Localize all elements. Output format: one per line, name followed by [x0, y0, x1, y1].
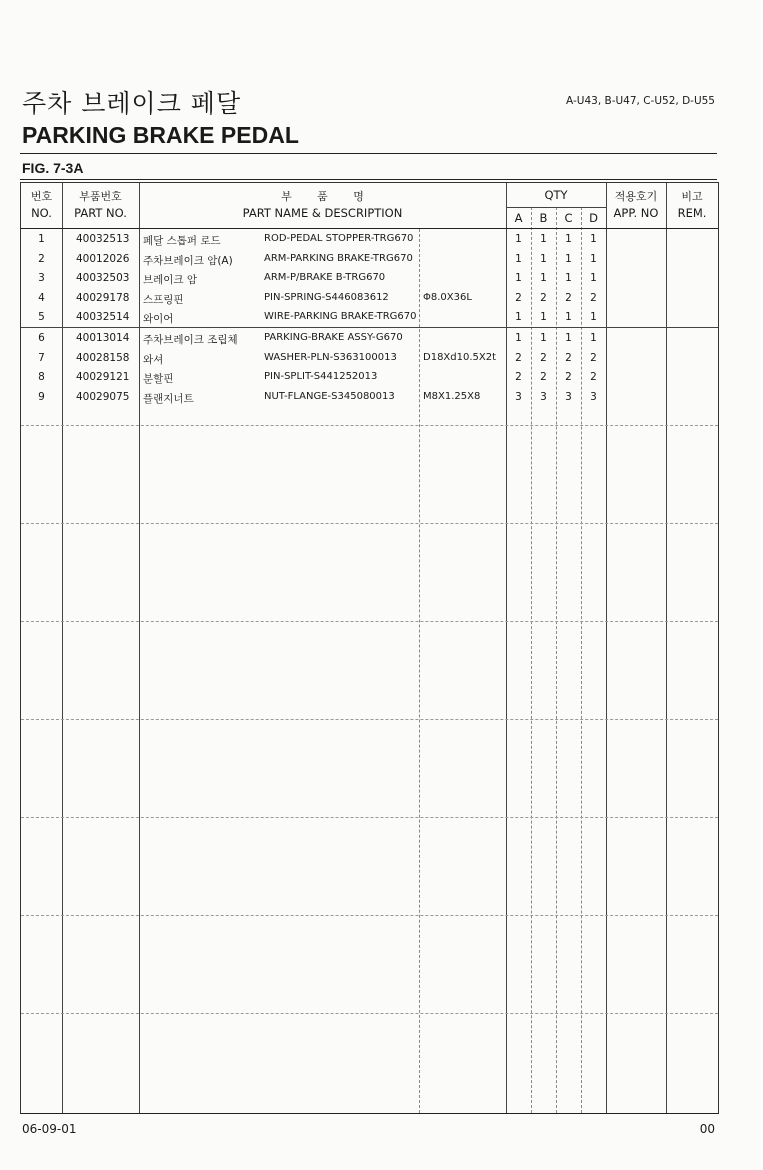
- cell-qty-a: 1: [515, 252, 522, 265]
- cell-qty-d: 1: [590, 272, 597, 285]
- cell-qty-a: 1: [515, 272, 522, 285]
- cell-qty-a: 2: [515, 371, 522, 384]
- header-part-kr: 부품번호: [79, 190, 122, 203]
- cell-qty-c: 1: [565, 332, 572, 344]
- header-qty-a: A: [514, 211, 523, 225]
- cell-qty-a: 2: [515, 291, 522, 304]
- cell-name-en: PIN-SPLIT-S441252013: [264, 371, 378, 383]
- cell-spec: M8X1.25X8: [423, 390, 481, 402]
- cell-qty-c: 3: [565, 390, 572, 403]
- header-name: [139, 189, 506, 221]
- cell-qty-a: 1: [515, 311, 522, 324]
- cell-qty-d: 2: [590, 291, 597, 304]
- cell-name-kr: 와셔: [143, 353, 164, 366]
- header-name-en: PART NAME & DESCRIPTION: [242, 206, 403, 220]
- cell-no: 7: [38, 351, 45, 364]
- header-qty-d: D: [589, 211, 598, 225]
- header-qty-c: C: [564, 211, 573, 225]
- header-rem: [666, 189, 718, 221]
- cell-name-en: WASHER-PLN-S363100013: [264, 351, 397, 363]
- cell-name-kr: 분할핀: [143, 373, 174, 386]
- header-rem-kr: 비고: [681, 190, 703, 203]
- header-rule: [21, 228, 718, 229]
- header-name-kr: 부 품 명: [281, 190, 364, 203]
- group-rule: [21, 425, 718, 426]
- title-rule: [20, 153, 717, 154]
- group-rule: [21, 915, 718, 916]
- group-rule: [21, 523, 718, 524]
- cell-part-no: 40029121: [76, 371, 130, 384]
- cell-qty-c: 2: [565, 351, 572, 364]
- model-list: A-U43, B-U47, C-U52, D-U55: [566, 95, 715, 107]
- cell-qty-d: 1: [590, 332, 597, 344]
- cell-qty-d: 1: [590, 233, 597, 245]
- header-app-en: APP. NO: [613, 206, 659, 220]
- parts-table: [20, 182, 719, 1114]
- table-row: [21, 330, 718, 348]
- table-row: [21, 251, 718, 269]
- cell-spec: Φ8.0X36L: [423, 291, 472, 303]
- cell-qty-b: 1: [540, 233, 547, 245]
- cell-name-en: PARKING-BRAKE ASSY-G670: [264, 332, 403, 343]
- cell-name-kr: 주차브레이크 암(A): [143, 254, 233, 267]
- cell-qty-c: 1: [565, 311, 572, 324]
- title-english: PARKING BRAKE PEDAL: [22, 122, 299, 148]
- cell-qty-c: 2: [565, 291, 572, 304]
- table-row: [21, 350, 718, 368]
- cell-name-kr: 브레이크 암: [143, 274, 198, 287]
- cell-no: 5: [38, 311, 45, 324]
- cell-qty-b: 3: [540, 390, 547, 403]
- cell-name-en: WIRE-PARKING BRAKE-TRG670: [264, 311, 417, 323]
- header-qty-b: B: [539, 211, 548, 225]
- header-no: [21, 189, 62, 221]
- header-part: [62, 189, 139, 221]
- cell-no: 1: [38, 233, 45, 245]
- cell-qty-b: 1: [540, 311, 547, 324]
- header-no-en: NO.: [31, 206, 52, 220]
- cell-spec: D18Xd10.5X2t: [423, 351, 497, 363]
- cell-qty-c: 1: [565, 233, 572, 245]
- cell-name-kr: 스프링핀: [143, 293, 184, 306]
- cell-qty-b: 1: [540, 252, 547, 265]
- cell-qty-a: 3: [515, 390, 522, 403]
- cell-qty-c: 2: [565, 371, 572, 384]
- cell-part-no: 40013014: [76, 332, 130, 344]
- cell-name-kr: 플랜지너트: [143, 392, 194, 405]
- cell-part-no: 40029075: [76, 390, 130, 403]
- table-row: [21, 369, 718, 387]
- group-rule: [21, 817, 718, 818]
- title-korean: 주차 브레이크 페달: [22, 89, 242, 118]
- cell-qty-a: 1: [515, 332, 522, 344]
- cell-name-kr: 와이어: [143, 313, 174, 326]
- cell-name-en: PIN-SPRING-S446083612: [264, 291, 389, 303]
- cell-qty-d: 1: [590, 252, 597, 265]
- footer-page: 00: [699, 1122, 715, 1136]
- cell-name-en: ARM-PARKING BRAKE-TRG670: [264, 252, 413, 264]
- cell-qty-a: 1: [515, 233, 522, 245]
- header-qty: QTY: [544, 188, 568, 202]
- header-no-kr: 번호: [30, 190, 53, 203]
- header-app-kr: 적용호기: [614, 190, 658, 203]
- header-rem-en: REM.: [677, 206, 707, 220]
- cell-no: 2: [38, 252, 45, 265]
- cell-qty-d: 2: [590, 351, 597, 364]
- cell-qty-d: 2: [590, 371, 597, 384]
- cell-qty-b: 1: [540, 272, 547, 285]
- cell-name-en: NUT-FLANGE-S345080013: [264, 390, 395, 402]
- cell-qty-a: 2: [515, 351, 522, 364]
- header-app: [606, 189, 666, 221]
- group-rule: [21, 621, 718, 622]
- table-row: [21, 290, 718, 308]
- cell-name-en: ARM-P/BRAKE B-TRG670: [264, 272, 386, 284]
- figure-label: FIG. 7-3A: [22, 160, 84, 176]
- cell-qty-b: 2: [540, 351, 547, 364]
- group-rule: [21, 1013, 718, 1014]
- cell-name-en: ROD-PEDAL STOPPER-TRG670: [264, 233, 414, 244]
- cell-qty-b: 2: [540, 371, 547, 384]
- cell-no: 4: [38, 291, 45, 304]
- cell-part-no: 40012026: [76, 252, 130, 265]
- cell-part-no: 40032513: [76, 233, 130, 245]
- cell-part-no: 40028158: [76, 351, 130, 364]
- cell-name-kr: 페달 스톱퍼 로드: [143, 235, 221, 247]
- cell-no: 3: [38, 272, 45, 285]
- table-row: [21, 270, 718, 288]
- cell-no: 8: [38, 371, 45, 384]
- cell-qty-d: 3: [590, 390, 597, 403]
- cell-no: 6: [38, 332, 45, 344]
- footer-date: 06-09-01: [22, 1122, 77, 1136]
- figure-rule: [20, 179, 717, 180]
- cell-qty-c: 1: [565, 272, 572, 285]
- table-row: [21, 231, 718, 249]
- cell-part-no: 40032514: [76, 311, 130, 324]
- cell-part-no: 40029178: [76, 291, 130, 304]
- cell-name-kr: 주차브레이크 조립체: [143, 334, 238, 346]
- cell-no: 9: [38, 390, 45, 403]
- header-part-en: PART NO.: [74, 206, 127, 220]
- cell-part-no: 40032503: [76, 272, 130, 285]
- cell-qty-b: 2: [540, 291, 547, 304]
- group-rule: [21, 719, 718, 720]
- table-row: [21, 389, 718, 407]
- qty-rule: [506, 207, 606, 208]
- cell-qty-b: 1: [540, 332, 547, 344]
- table-row: [21, 309, 718, 327]
- cell-qty-c: 1: [565, 252, 572, 265]
- cell-qty-d: 1: [590, 311, 597, 324]
